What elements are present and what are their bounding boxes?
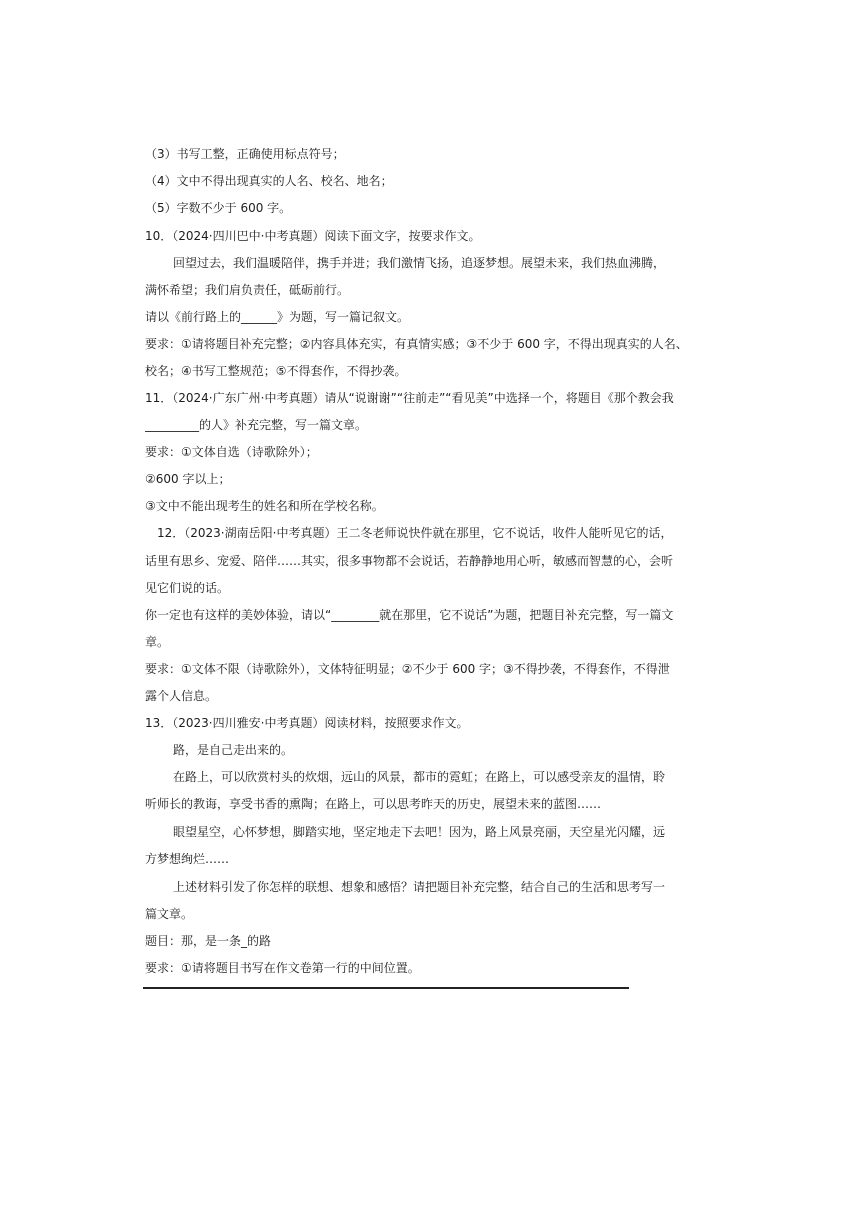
text-line: ③文中不能出现考生的姓名和所在学校名称。 [145,499,384,513]
horizontal-divider [143,987,629,989]
text-line: 话里有思乡、宠爱、陪伴……其实，很多事物都不会说话，若静静地用心听，敏感而智慧的心，会听 [145,554,674,568]
text-line: 见它们说的话。 [145,581,230,595]
text-line: （5）字数不少于 600 字。 [145,201,292,215]
text-line: （3）书写工整，正确使用标点符号； [145,147,345,161]
text-line: 章。 [145,635,170,649]
text-line: _________的人》补充完整，写一篇文章。 [145,418,368,432]
text-line: 在路上，可以欣赏村头的炊烟，远山的风景，都市的霓虹；在路上，可以感受亲友的温情，聆 [173,770,666,784]
text-line: 要求：①请将题目补充完整；②内容具体充实，有真情实感；③不少于 600 字，不得出现真实的人名、 [145,337,688,351]
text-line: 路，是自己走出来的。 [173,743,294,757]
text-line: 要求：①文体不限（诗歌除外），文体特征明显；②不少于 600 字；③不得抄袭，不得套作，不得泄 [145,662,670,676]
text-line: 请以《前行路上的______》为题，写一篇记叙文。 [145,310,410,324]
text-line: 听师长的教诲，享受书香的熏陶；在路上，可以思考昨天的历史，展望未来的蓝图…… [145,797,602,811]
text-line: 眼望星空，心怀梦想，脚踏实地，坚定地走下去吧！因为，路上风景亮丽，天空星光闪耀，远 [173,825,666,839]
text-line: ②600 字以上； [145,472,231,486]
text-line: 题目：那，是一条_的路 [145,934,272,948]
question-heading: 11．（2024·广东广州·中考真题）请从“说谢谢”“往前走”“看见美”中选择一个，将题目《那个教会我 [145,391,674,405]
text-line: 篇文章。 [145,907,194,921]
question-heading: 10．（2024·四川巴中·中考真题）阅读下面文字，按要求作文。 [145,229,481,243]
question-heading: 12．（2023·湖南岳阳·中考真题）王二冬老师说快件就在那里，它不说话，收件人能听见它的话， [157,526,673,540]
text-line: 满怀希望；我们肩负责任，砥砺前行。 [145,283,350,297]
text-line: 上述材料引发了你怎样的联想、想象和感悟？请把题目补充完整，结合自己的生活和思考写一 [173,880,666,894]
text-line: 校名；④书写工整规范；⑤不得套作，不得抄袭。 [145,364,407,378]
text-line: 露个人信息。 [145,689,218,703]
text-line: 要求：①请将题目书写在作文卷第一行的中间位置。 [145,961,420,975]
text-line: 回望过去，我们温暖陪伴，携手并进；我们激情飞扬，追逐梦想。展望未来，我们热血沸腾， [173,256,666,270]
text-line: 要求：①文体自选（诗歌除外）； [145,445,318,459]
text-line: 方梦想绚烂…… [145,852,230,866]
question-heading: 13．（2023·四川雅安·中考真题）阅读材料，按照要求作文。 [145,716,469,730]
text-line: 你一定也有这样的美妙体验，请以“________就在那里，它不说话”为题，把题目补充完整，写一篇文 [145,608,674,622]
text-line: （4）文中不得出现真实的人名、校名、地名； [145,174,393,188]
